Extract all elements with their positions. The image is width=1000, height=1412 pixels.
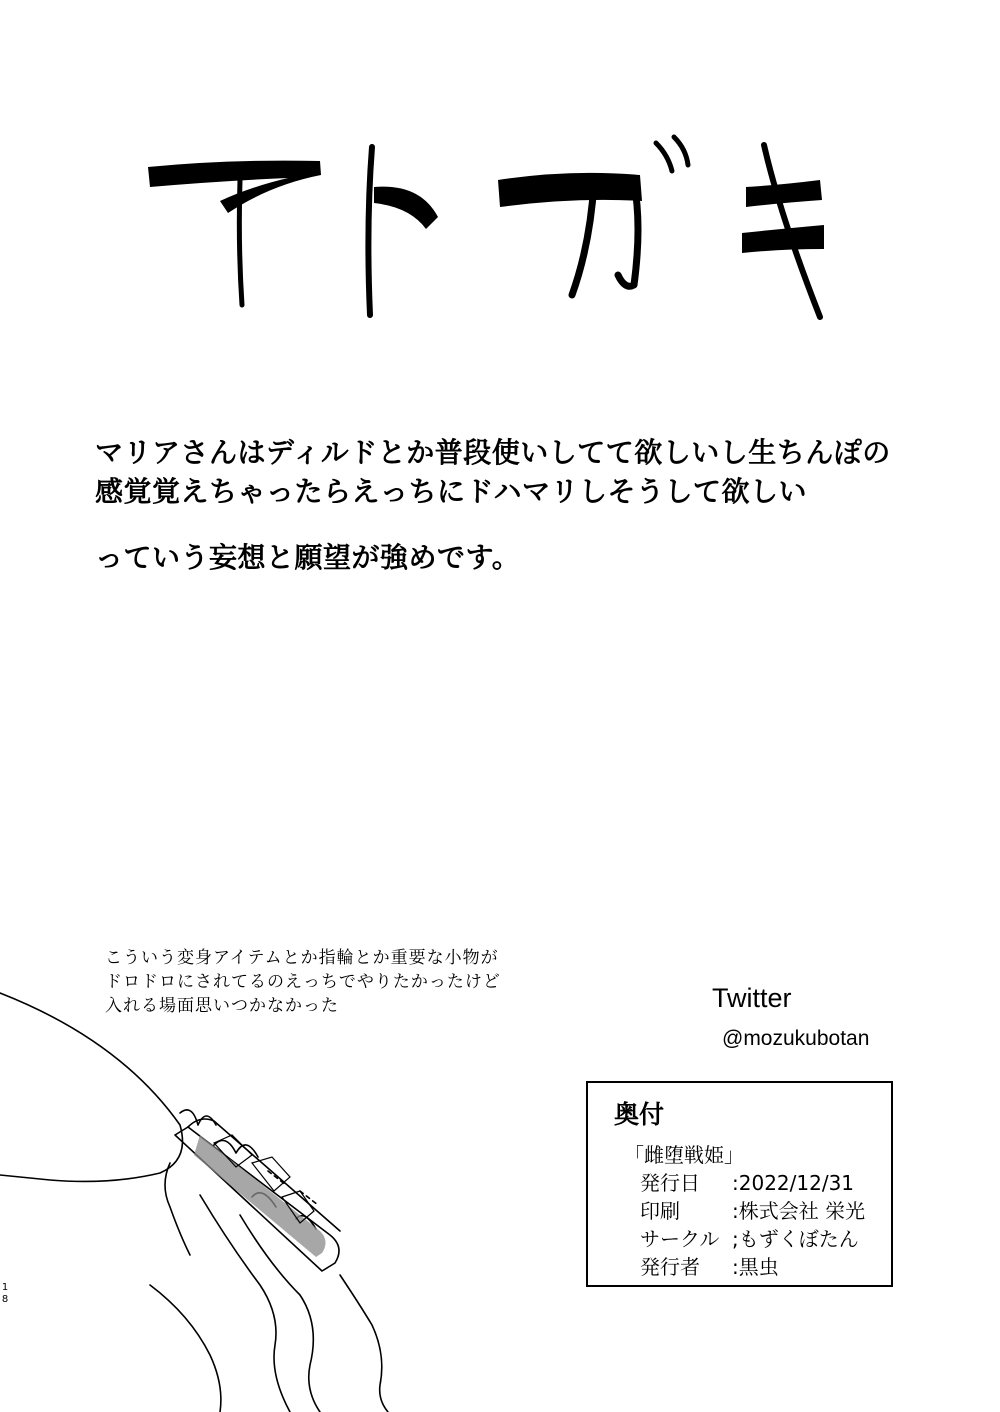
page-number-digit-2: 8	[1, 1294, 9, 1305]
side-note-line-3: 入れる場面思いつかなかった	[105, 996, 339, 1016]
side-note-line-2: ドロドロにされてるのえっちでやりたかったけど	[105, 972, 501, 992]
twitter-label: Twitter	[712, 983, 792, 1013]
body-line-1: マリアさんはディルドとか普段使いしてて欲しいし生ちんぽの	[95, 436, 891, 469]
page-number-digit-1: 1	[1, 1282, 9, 1293]
colophon-row-publisher	[640, 1253, 865, 1281]
colophon-rows	[640, 1169, 865, 1281]
handwritten-title-art	[120, 125, 840, 325]
line-art-illustration	[0, 985, 410, 1412]
title-text	[120, 125, 121, 126]
colophon-value: :株式会社 栄光	[732, 1199, 866, 1223]
colophon-row-publish-date	[640, 1169, 865, 1197]
colophon-value: :黒虫	[732, 1255, 779, 1279]
colophon-value: ;もずくぼたん	[732, 1227, 859, 1251]
side-note-line-1: こういう変身アイテムとか指輪とか重要な小物が	[105, 948, 499, 968]
body-line-2: 感覚覚えちゃったらえっちにドハマリしそうして欲しい	[95, 475, 807, 508]
body-line-3: っていう妄想と願望が強めです。	[95, 541, 521, 574]
colophon-heading: 奥付	[614, 1100, 665, 1129]
twitter-handle: @mozukubotan	[722, 1027, 870, 1050]
colophon-box	[586, 1081, 893, 1287]
colophon-row-circle	[640, 1225, 865, 1253]
colophon-label: 発行者	[640, 1255, 700, 1279]
line-art-drawing	[0, 985, 410, 1412]
colophon-book-title: 「雌堕戦姫」	[624, 1143, 744, 1167]
colophon-label: 発行日	[640, 1171, 700, 1195]
handwritten-title	[120, 125, 840, 325]
colophon-label: サークル	[640, 1227, 720, 1251]
colophon-value: :2022/12/31	[732, 1171, 855, 1195]
colophon-label: 印刷	[640, 1199, 680, 1223]
colophon-row-printer	[640, 1197, 865, 1225]
